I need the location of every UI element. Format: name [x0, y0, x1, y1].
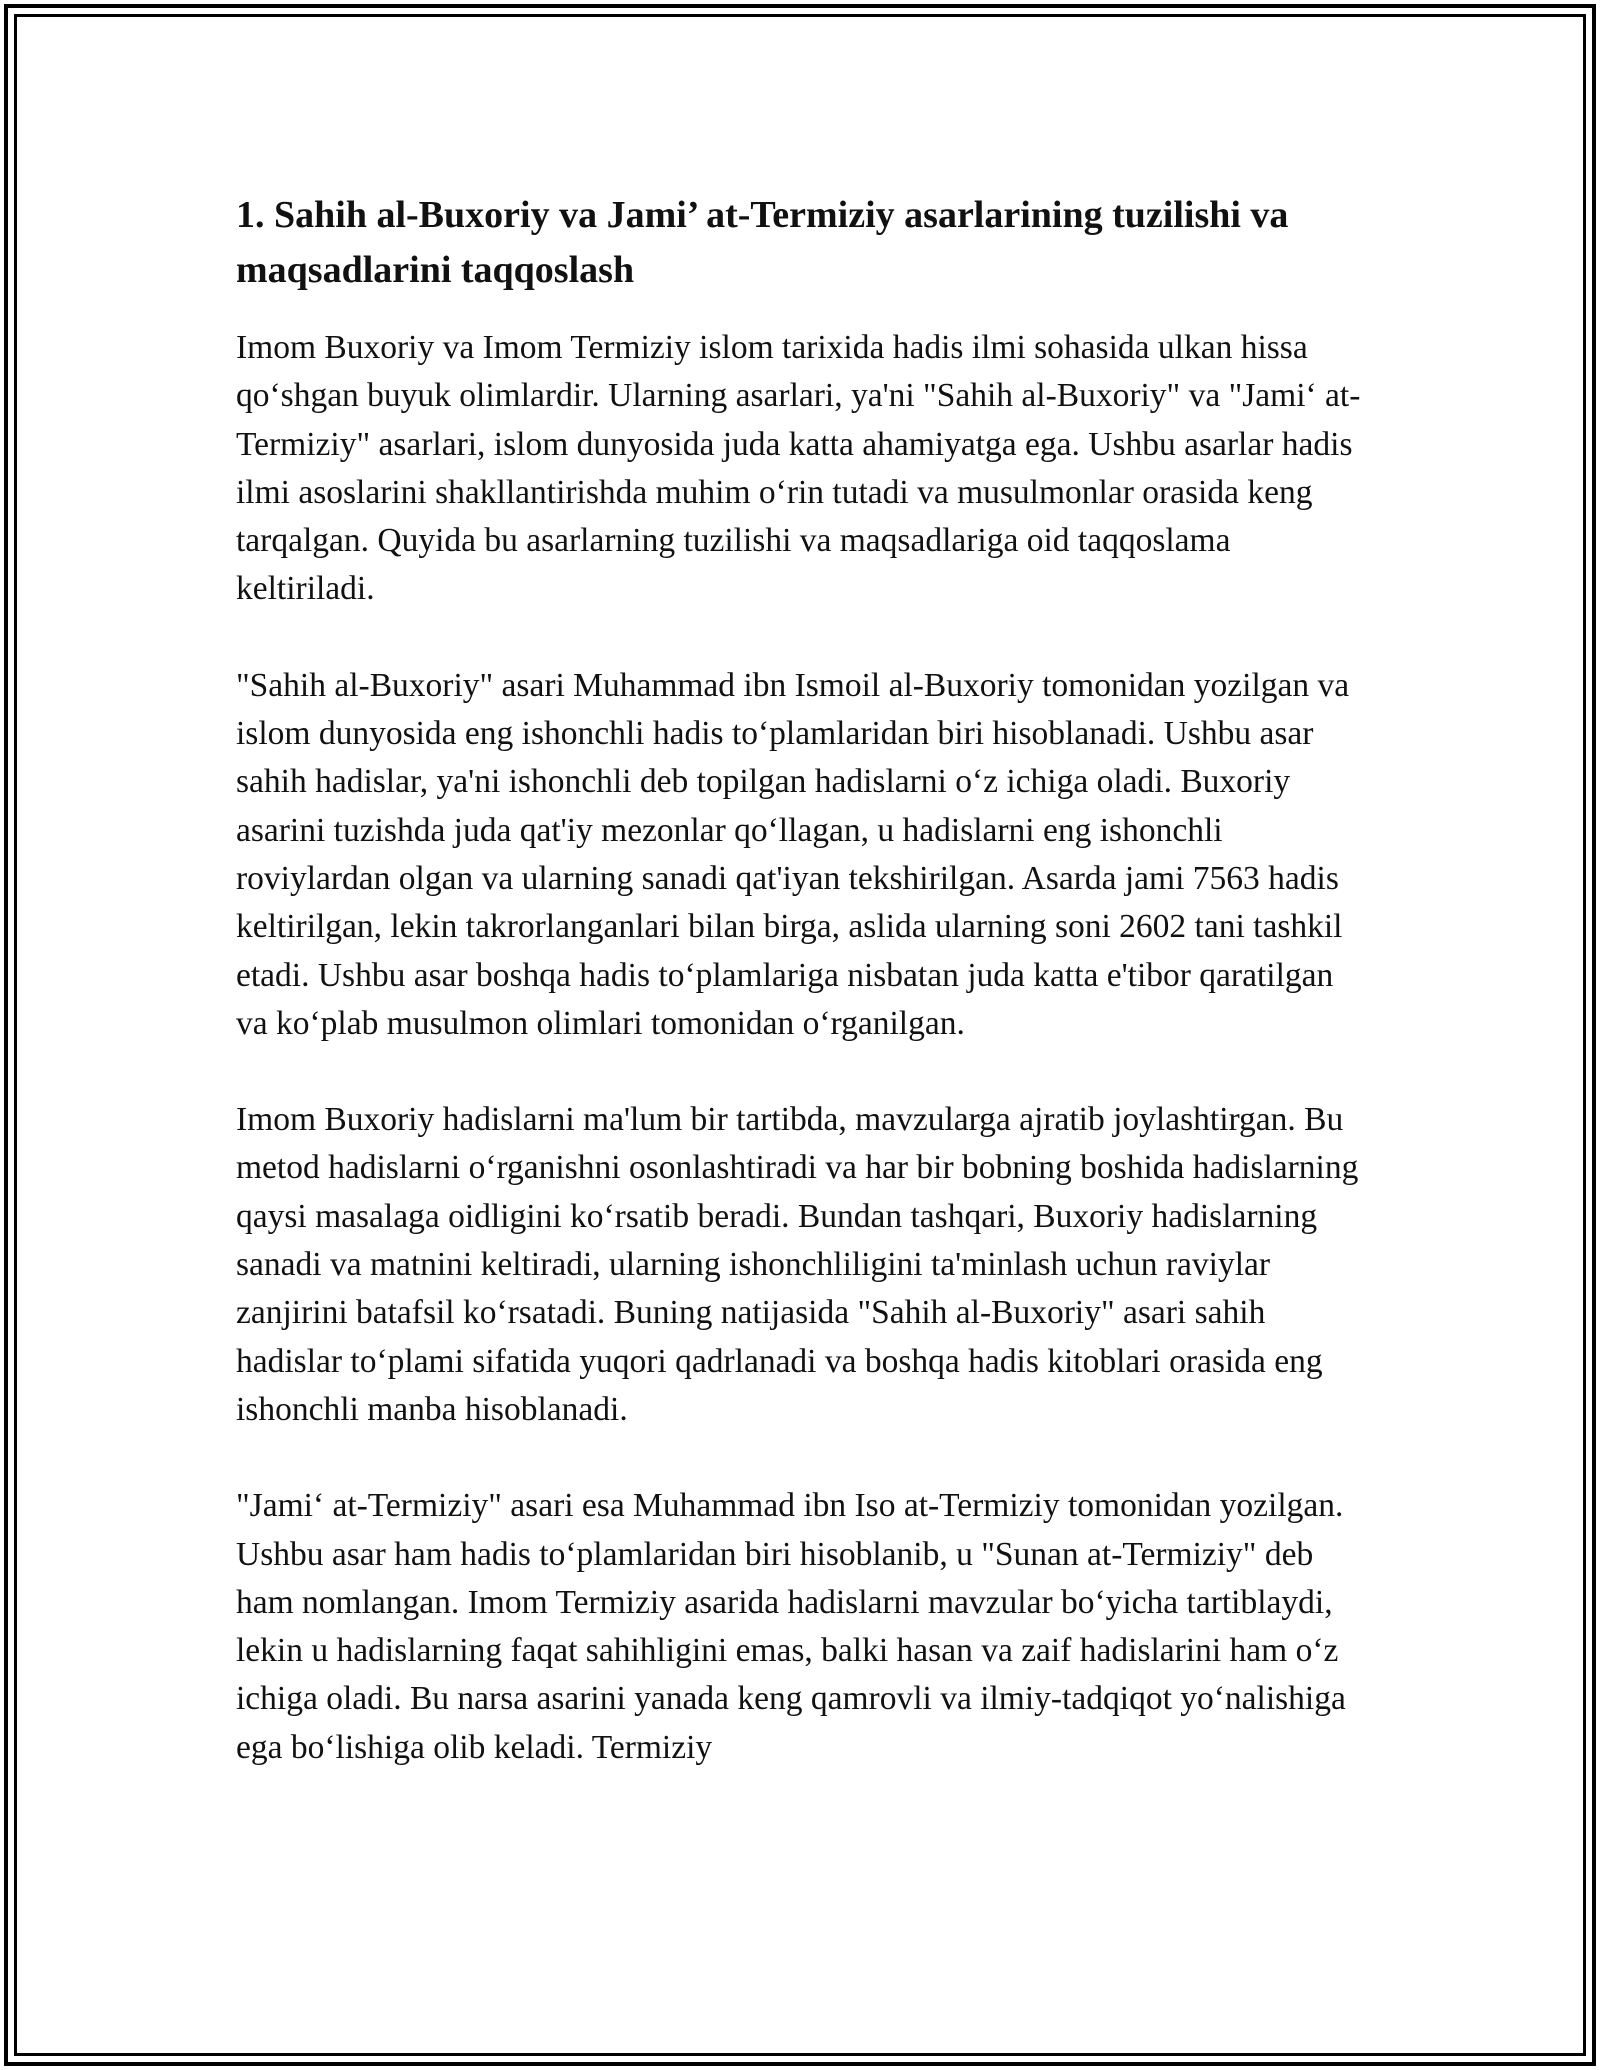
document-page	[236, 188, 1364, 1820]
paragraph-termiziy: "Jami‘ at-Termiziy" asari esa Muhammad ibn Iso at-Termiziy tomonidan yozilgan. Ushbu asar ham hadis to‘plamlaridan biri hisoblanib, u "Sunan at-Termiziy" deb ham nomlangan. Imom Termiziy asarida hadislarni mavzular bo‘yicha tartiblaydi, lekin u hadislarning faqat sahihligini emas, balki hasan va zaif hadislarini ham o‘z ichiga oladi. Bu narsa asarini yanada keng qamrovli va ilmiy-tadqiqot yo‘nalishiga ega bo‘lishiga olib keladi. Termiziy	[236, 1487, 1346, 1766]
section-title: 1. Sahih al-Buxoriy va Jami’ at-Termiziy asarlarining tuzilishi va maqsadlarini taqqoslash	[236, 194, 1289, 291]
paragraph-buxoriy: "Sahih al-Buxoriy" asari Muhammad ibn Ismoil al-Buxoriy tomonidan yozilgan va islom dunyosida eng ishonchli hadis to‘plamlaridan biri hisoblanadi. Ushbu asar sahih hadislar, ya'ni ishonchli deb topilgan hadislarni o‘z ichiga oladi. Buxoriy asarini tuzishda juda qat'iy mezonlar qo‘llagan, u hadislarni eng ishonchli roviylardan olgan va ularning sanadi qat'iyan tekshirilgan. Asarda jami 7563 hadis keltirilgan, lekin takrorlanganlari bilan birga, aslida ularning soni 2602 tani tashkil etadi. Ushbu asar boshqa hadis to‘plamlariga nisbatan juda katta e'tibor qaratilgan va ko‘plab musulmon olimlari tomonidan o‘rganilgan.	[236, 666, 1350, 1042]
paragraph-buxoriy-method: Imom Buxoriy hadislarni ma'lum bir tartibda, mavzularga ajratib joylashtirgan. Bu metod hadislarni o‘rganishni osonlashtiradi va har bir bobning boshida hadislarning qaysi masalaga oidligini ko‘rsatib beradi. Bundan tashqari, Buxoriy hadislarning sanadi va matnini keltiradi, ularning ishonchliligini ta'minlash uchun raviylar zanjirini batafsil ko‘rsatadi. Buning natijasida "Sahih al-Buxoriy" asari sahih hadislar to‘plami sifatida yuqori qadrlanadi va boshqa hadis kitoblari orasida eng ishonchli manba hisoblanadi.	[236, 1101, 1359, 1428]
paragraph-intro: Imom Buxoriy va Imom Termiziy islom tarixida hadis ilmi sohasida ulkan hissa qo‘shgan buyuk olimlardir. Ularning asarlari, ya'ni "Sahih al-Buxoriy" va "Jami‘ at-Termiziy" asarlari, islom dunyosida juda katta ahamiyatga ega. Ushbu asarlar hadis ilmi asoslarini shakllantirishda muhim o‘rin tutadi va musulmonlar orasida keng tarqalgan. Quyida bu asarlarning tuzilishi va maqsadlariga oid taqqoslama keltiriladi.	[236, 329, 1361, 608]
